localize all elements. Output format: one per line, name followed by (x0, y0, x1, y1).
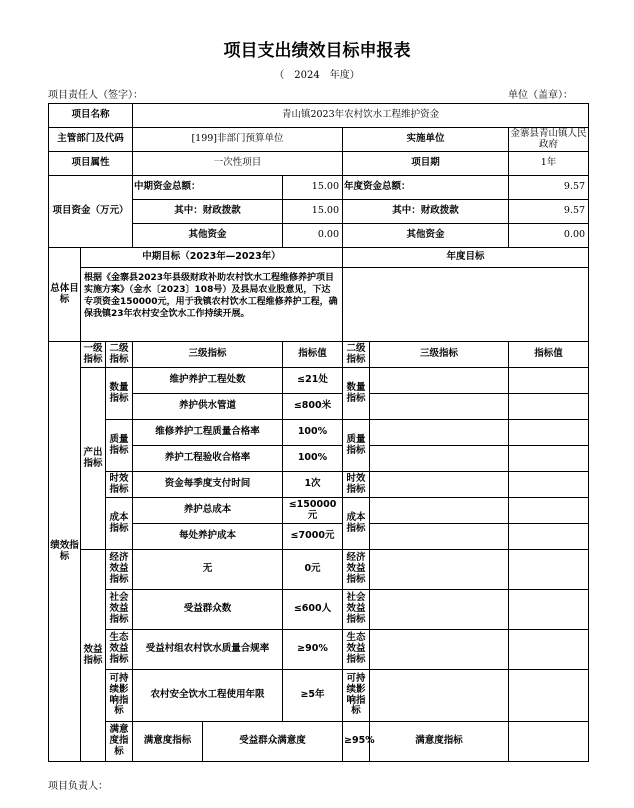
timeliness-indicator: 时效指标 (106, 472, 133, 498)
indicator-name: 资金每季度支付时间 (133, 472, 283, 498)
cost-indicator-b: 成本指标 (343, 498, 370, 550)
performance-indicators-label: 绩效指标 (49, 342, 81, 762)
project-funds-label: 项目资金（万元） (49, 176, 133, 248)
year-other-value: 0.00 (509, 224, 589, 248)
year-fiscal-label: 其中：财政拨款 (343, 200, 509, 224)
project-name-label: 项目名称 (49, 104, 133, 128)
empty-cell (370, 630, 509, 670)
quantity-indicator: 数量指标 (106, 368, 133, 420)
dept-value: [199]非部门预算单位 (133, 128, 343, 152)
year-total-label: 年度资金总额： (343, 176, 509, 200)
output-indicators-label: 产出指标 (81, 368, 106, 550)
responsible-signature-label: 项目责任人（签字）： (48, 90, 143, 101)
indicator-name: 养护工程验收合格率 (133, 446, 283, 472)
empty-cell (509, 446, 589, 472)
project-period-label: 项目期 (343, 152, 509, 176)
indicator-name: 无 (133, 550, 283, 590)
col-level3-header: 三级指标 (133, 342, 283, 368)
impl-unit-label: 实施单位 (343, 128, 509, 152)
quality-indicator-b: 质量指标 (343, 420, 370, 472)
indicator-name: 维护养护工程处数 (133, 368, 283, 394)
col-valueb-header: 指标值 (509, 342, 589, 368)
empty-cell (509, 524, 589, 550)
mid-total-label: 中期资金总额： (133, 176, 283, 200)
economic-indicator-b: 经济效益指标 (343, 550, 370, 590)
col-level1-header: 一级指标 (81, 342, 106, 368)
satisfy-indicator-b: 满意度指标 (370, 722, 509, 762)
empty-cell (370, 420, 509, 446)
year-fiscal-value: 9.57 (509, 200, 589, 224)
indicator-value: 0元 (283, 550, 343, 590)
empty-cell (509, 670, 589, 722)
indicator-name: 养护供水管道 (133, 394, 283, 420)
economic-indicator: 经济效益指标 (106, 550, 133, 590)
timeliness-indicator-b: 时效指标 (343, 472, 370, 498)
year-total-value: 9.57 (509, 176, 589, 200)
mid-fiscal-value: 15.00 (283, 200, 343, 224)
empty-cell (370, 368, 509, 394)
indicator-name: 受益群众满意度 (203, 722, 343, 762)
empty-cell (509, 722, 589, 762)
indicator-name: 受益群众数 (133, 590, 283, 630)
satisfy-indicator: 满意度指标 (133, 722, 203, 762)
indicator-value: 1次 (283, 472, 343, 498)
mid-goal-text: 根据《金寨县2023年县级财政补助农村饮水工程维修养护项目实施方案》（金水〔2023〕108号）及县局农业股意见，下达专项资金150000元，用于我镇农村饮水工程维修养护工程，确保我镇23年农村安全饮水工作持续开展。 (81, 268, 343, 342)
indicator-name: 农村安全饮水工程使用年限 (133, 670, 283, 722)
quality-indicator: 质量指标 (106, 420, 133, 472)
indicator-value: 100% (283, 420, 343, 446)
project-period-value: 1年 (509, 152, 589, 176)
empty-cell (509, 472, 589, 498)
col-value-header: 指标值 (283, 342, 343, 368)
year-line: （ 2024 年度） (274, 70, 360, 81)
empty-cell (370, 472, 509, 498)
quantity-indicator-b: 数量指标 (343, 368, 370, 420)
benefit-indicators-label: 效益指标 (81, 550, 106, 762)
sustain-indicator-b: 可持续影响指标 (343, 670, 370, 722)
empty-cell (370, 498, 509, 524)
empty-cell (370, 524, 509, 550)
indicator-name: 受益村组农村饮水质量合规率 (133, 630, 283, 670)
empty-cell (370, 590, 509, 630)
col-level3b-header: 三级指标 (370, 342, 509, 368)
indicator-value: ≤21处 (283, 368, 343, 394)
empty-cell (509, 498, 589, 524)
indicator-value: ≥5年 (283, 670, 343, 722)
mid-other-value: 0.00 (283, 224, 343, 248)
indicator-value: ≥95% (343, 722, 370, 762)
dept-label: 主管部门及代码 (49, 128, 133, 152)
social-indicator: 社会效益指标 (106, 590, 133, 630)
empty-cell (509, 550, 589, 590)
indicator-name: 每处养护成本 (133, 524, 283, 550)
overall-goal-label: 总体目标 (49, 248, 81, 342)
year-other-label: 其他资金 (343, 224, 509, 248)
unit-seal-label: 单位（盖章）： (508, 90, 573, 101)
indicator-value: ≤800米 (283, 394, 343, 420)
project-name-value: 青山镇2023年农村饮水工程维护资金 (133, 104, 589, 128)
indicator-value: ≤7000元 (283, 524, 343, 550)
indicator-value: 100% (283, 446, 343, 472)
col-level2-header: 二级指标 (106, 342, 133, 368)
year-goal-text (343, 268, 589, 342)
mid-goal-header: 中期目标（2023年—2023年） (81, 248, 343, 268)
empty-cell (509, 394, 589, 420)
empty-cell (370, 394, 509, 420)
mid-fiscal-label: 其中：财政拨款 (133, 200, 283, 224)
project-leader-label: 项目负责人： (48, 781, 108, 792)
empty-cell (509, 630, 589, 670)
empty-cell (370, 550, 509, 590)
performance-goal-table (48, 103, 589, 762)
impl-unit-value: 金寨县青山镇人民政府 (509, 128, 589, 152)
indicator-name: 养护总成本 (133, 498, 283, 524)
project-attr-value: 一次性项目 (133, 152, 343, 176)
social-indicator-b: 社会效益指标 (343, 590, 370, 630)
empty-cell (509, 420, 589, 446)
satisfaction-indicators-label: 满意度指标 (106, 722, 133, 762)
indicator-name: 维修养护工程质量合格率 (133, 420, 283, 446)
mid-total-value: 15.00 (283, 176, 343, 200)
indicator-value: ≤600人 (283, 590, 343, 630)
empty-cell (370, 446, 509, 472)
indicator-value: ≥90% (283, 630, 343, 670)
year-goal-header: 年度目标 (343, 248, 589, 268)
mid-other-label: 其他资金 (133, 224, 283, 248)
cost-indicator: 成本指标 (106, 498, 133, 550)
empty-cell (509, 590, 589, 630)
empty-cell (509, 368, 589, 394)
col-level2b-header: 二级指标 (343, 342, 370, 368)
sustain-indicator: 可持续影响指标 (106, 670, 133, 722)
page-title: 项目支出绩效目标申报表 (223, 41, 411, 61)
eco-indicator: 生态效益指标 (106, 630, 133, 670)
eco-indicator-b: 生态效益指标 (343, 630, 370, 670)
empty-cell (370, 670, 509, 722)
project-attr-label: 项目属性 (49, 152, 133, 176)
indicator-value: ≤150000元 (283, 498, 343, 524)
